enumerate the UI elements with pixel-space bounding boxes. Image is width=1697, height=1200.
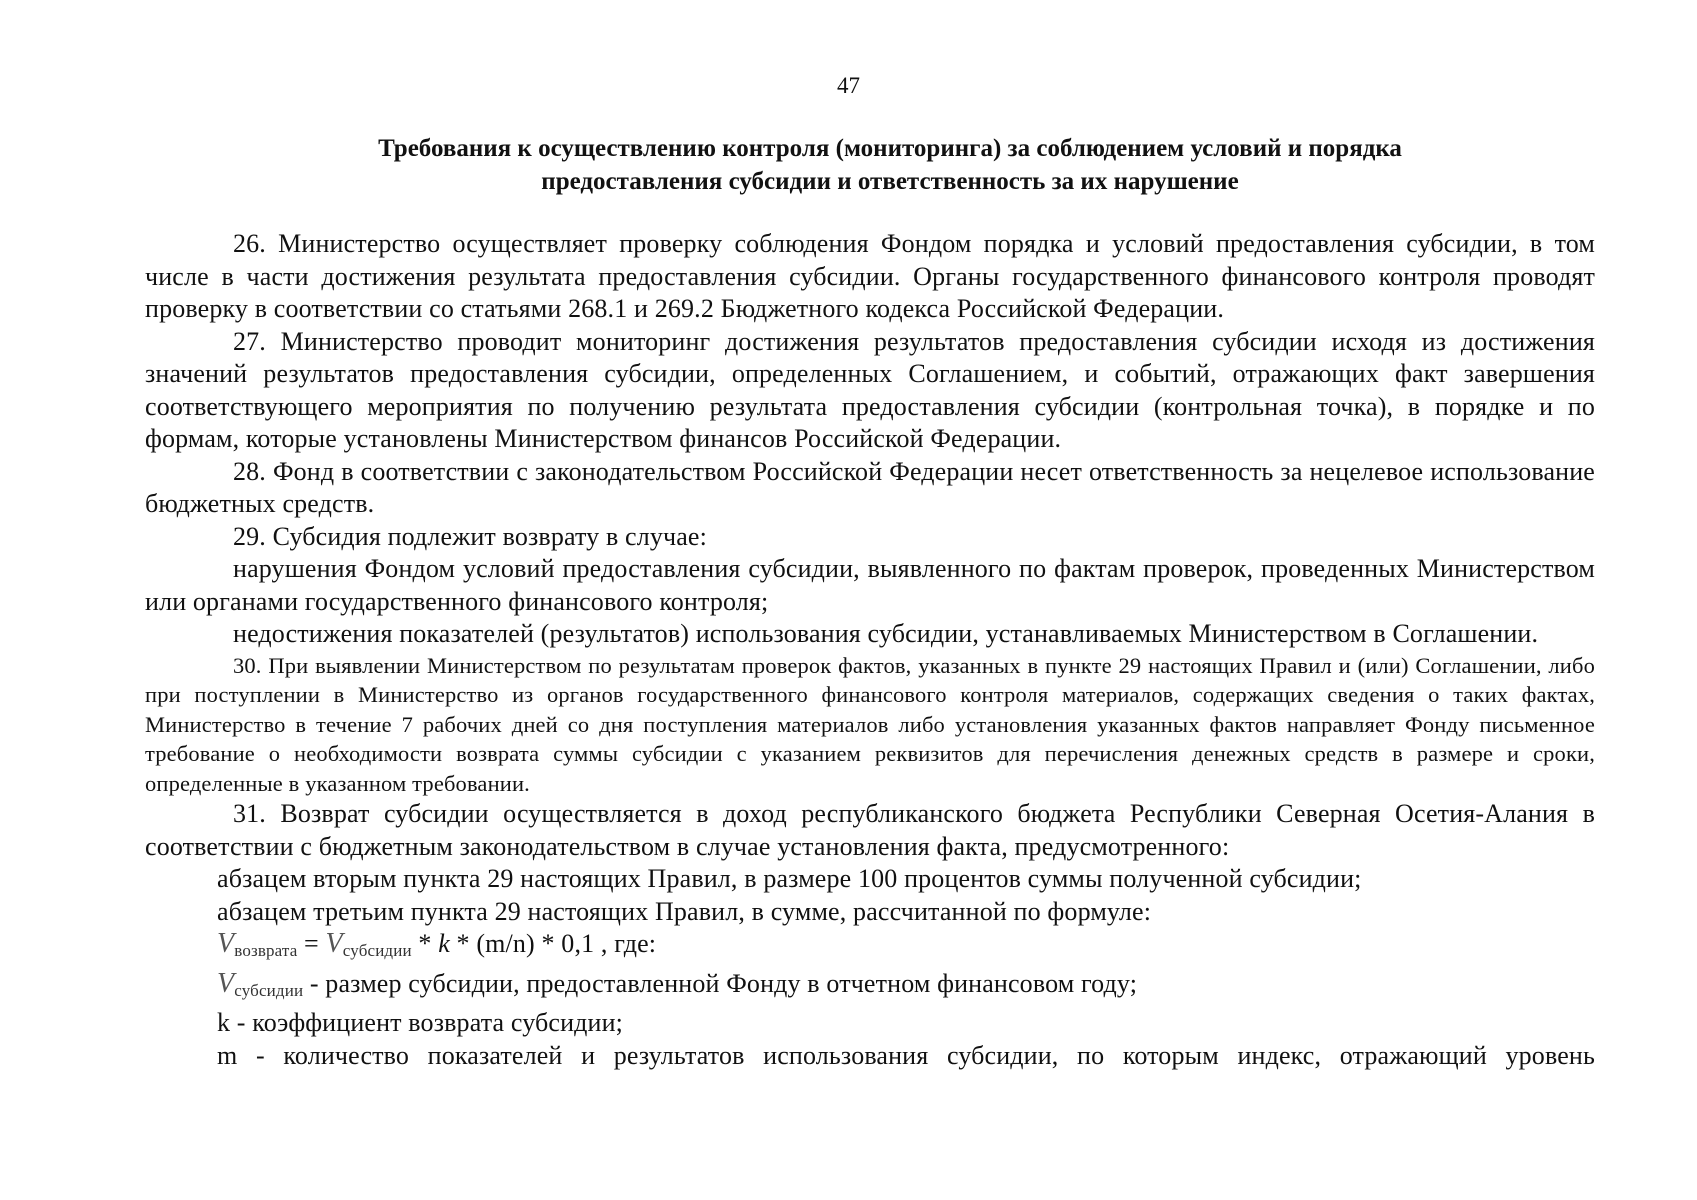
- return-formula: [145, 928, 1595, 968]
- formula-multiply: *: [411, 929, 439, 958]
- paragraph-28: 28. Фонд в соответствии с законодательством Российской Федерации несет ответственность за нецелевое использование бюджетных средств.: [145, 456, 1595, 518]
- formula-rest: * (m/n) * 0,1 , где:: [449, 929, 657, 958]
- definition-k: k - коэффициент возврата субсидии;: [217, 1008, 624, 1037]
- formula-sub-subsidy: субсидии: [342, 941, 412, 960]
- paragraph-27: 27. Министерство проводит мониторинг достижения результатов предоставления субсидии исходя из достижения значений результатов предоставления субсидии, определенных Соглашением, и событий, отражающих факт завершения соответствующего мероприятия по получению результата предоставления субсидии (контрольная точка), в порядке и по формам, которые установлены Министерством финансов Российской Федерации.: [145, 326, 1595, 453]
- formula-k: k: [438, 929, 450, 958]
- paragraph-29: 29. Субсидия подлежит возврату в случае:: [233, 521, 707, 551]
- definition-v-text: - размер субсидии, предоставленной Фонду в отчетном финансовом году;: [303, 968, 1138, 998]
- body-text: [145, 228, 1595, 1072]
- page-number: 47: [837, 73, 860, 98]
- formula-equals: =: [297, 929, 326, 958]
- definition-v-symbol: V: [217, 967, 235, 999]
- definition-m: m - количество показателей и результатов использования субсидии, по которым индекс, отражающий уровень: [217, 1040, 1595, 1070]
- definition-v-sub: субсидии: [234, 980, 304, 1000]
- paragraph-30: 30. При выявлении Министерством по результатам проверок фактов, указанных в пункте 29 настоящих Правил и (или) Соглашении, либо при поступлении в Министерство из органов государственного финансового контроля материалов, содержащих сведения о таких фактах, Министерство в течение 7 рабочих дней со дня поступления материалов либо установления указанных фактов направляет Фонду письменное требование о необходимости возврата суммы субсидии с указанием реквизитов для перечисления денежных средств в размере и сроки, определенные в указанном требовании.: [145, 652, 1595, 796]
- heading-line-2: предоставления субсидии и ответственность за их нарушение: [541, 168, 1239, 195]
- paragraph-26: 26. Министерство осуществляет проверку соблюдения Фондом порядка и условий предоставления субсидии, в том числе в части достижения результата предоставления субсидии. Органы государственного финансового контроля проводят проверку в соответствии со статьями 268.1 и 269.2 Бюджетного кодекса Российской Федерации.: [145, 229, 1595, 323]
- definition-v-subsidy: [145, 968, 1595, 1008]
- paragraph-31-item-1: абзацем вторым пункта 29 настоящих Правил, в размере 100 процентов суммы полученной субсидии;: [217, 864, 1362, 893]
- paragraph-31: 31. Возврат субсидии осуществляется в доход республиканского бюджета Республики Северная Осетия-Алания в соответствии с бюджетным законодательством в случае установления факта, предусмотренного:: [145, 799, 1595, 861]
- paragraph-29-item-2: недостижения показателей (результатов) использования субсидии, устанавливаемых Министерством в Соглашении.: [233, 619, 1539, 648]
- heading-line-1: Требования к осуществлению контроля (мониторинга) за соблюдением условий и порядка: [378, 135, 1402, 162]
- formula-sub-return: возврата: [234, 941, 298, 960]
- paragraph-31-item-2: абзацем третьим пункта 29 настоящих Правил, в сумме, рассчитанной по формуле:: [217, 896, 1152, 926]
- formula-v-subsidy: V: [325, 928, 343, 959]
- paragraph-29-item-1: нарушения Фондом условий предоставления субсидии, выявленного по фактам проверок, проведенных Министерством или органами государственного финансового контроля;: [145, 554, 1595, 616]
- section-heading: [300, 132, 1480, 198]
- formula-v-return: V: [217, 928, 235, 959]
